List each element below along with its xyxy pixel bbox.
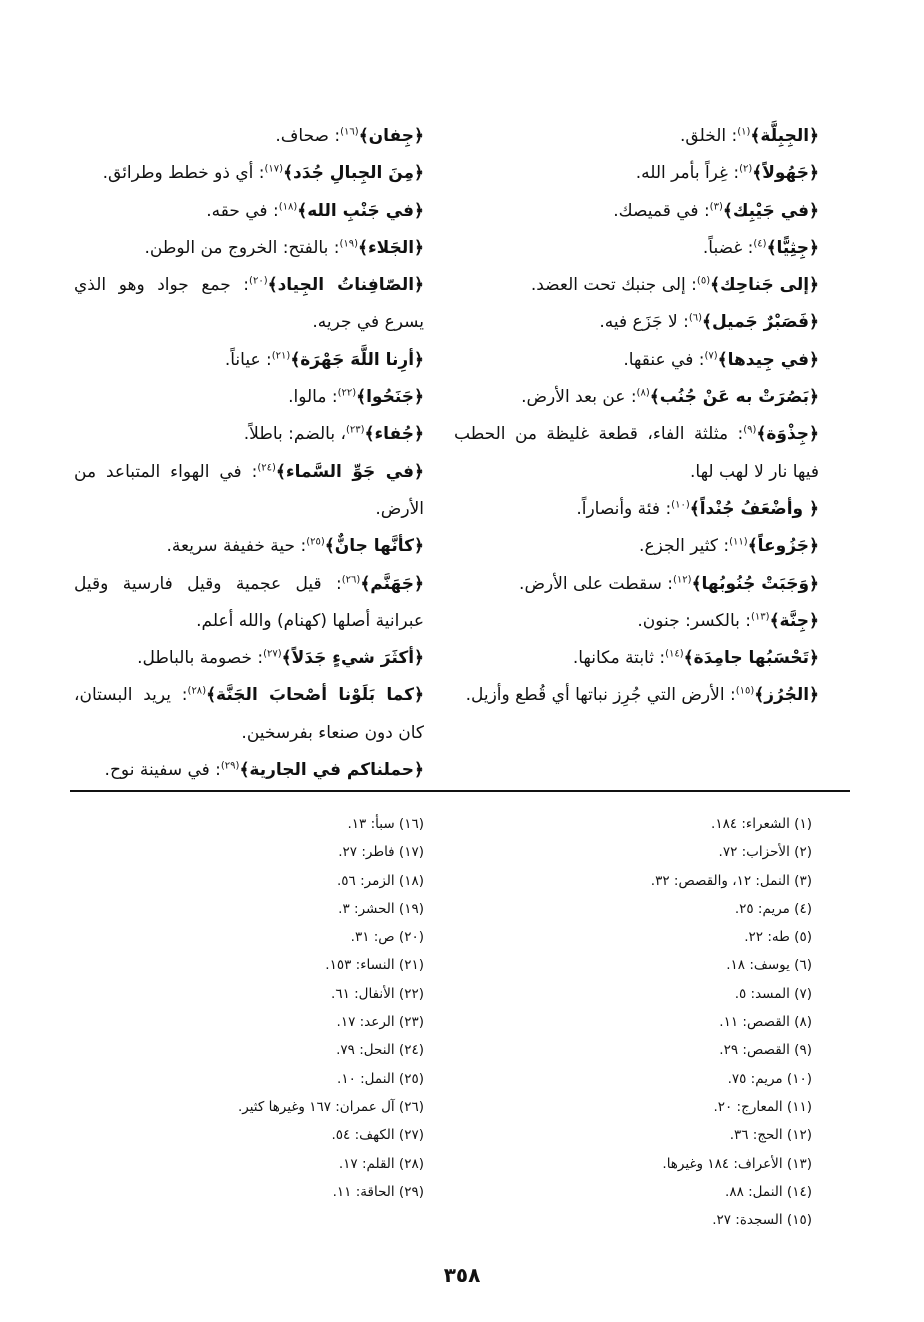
entry-term: ﴿وَجَبَتْ جُنُوبُها﴾ [691, 573, 819, 594]
entry-term: ﴿إلى جَناحِك﴾ [710, 275, 819, 296]
entry-term: ﴿أرِنا اللَّهَ جَهْرَة﴾ [290, 349, 424, 370]
glossary-entry [74, 379, 424, 416]
glossary-entry [74, 416, 424, 453]
entry-term: ﴿جُفاء﴾ [364, 424, 424, 445]
entry-definition: : مثلثة الفاء، قطعة غليظة من الحطب فيها نار لا لهب لها. [454, 424, 819, 482]
footnote-ref: (١٣) [751, 611, 770, 623]
footnote: (٢٢) الأنفال: ٦١. [331, 985, 424, 1002]
footnote: (١٥) السجدة: ٢٧. [712, 1212, 812, 1229]
entry-definition: : جمع جواد وهو الذي يسرع في جريه. [74, 275, 424, 333]
footnote: (١٩) الحشر: ٣. [338, 900, 424, 917]
glossary-entry [74, 454, 424, 529]
glossary-entry [74, 528, 424, 565]
entry-term: ﴿جِفان﴾ [358, 126, 424, 146]
entry-term: ﴿الجُرُز﴾ [754, 685, 819, 706]
entry-definition: : سقطت على الأرض. [519, 573, 673, 594]
entry-definition: : خصومة بالباطل. [137, 648, 264, 669]
glossary-entry [74, 566, 424, 641]
glossary-entry [74, 118, 424, 155]
entry-definition: : في الهواء المتباعد من الأرض. [74, 461, 424, 519]
footnote: (٧) المسد: ٥. [734, 985, 812, 1002]
entry-definition: : كثير الجزع. [639, 536, 730, 557]
glossary-column-left [74, 118, 424, 789]
footnote: (٥) طه: ٢٢. [744, 929, 812, 946]
entry-definition: : غِراً بأمر الله. [635, 163, 740, 184]
footnote: (٨) القصص: ١١. [719, 1014, 812, 1031]
footnote: (٢) الأحزاب: ٧٢. [718, 844, 812, 861]
entry-term: ﴿كأنَّها جانٌّ﴾ [324, 536, 424, 557]
entry-definition: : أي ذو خطط وطرائق. [102, 163, 265, 184]
footnote: (١٣) الأعراف: ١٨٤ وغيرها. [662, 1155, 812, 1172]
glossary-entry [74, 677, 424, 752]
footnote-ref: (١٦) [340, 126, 359, 138]
footnote-ref: (١) [737, 126, 751, 138]
footnote-ref: (٢٩) [220, 760, 240, 772]
entry-definition: : يريد البستان، كان دون صنعاء بفرسخين. [74, 685, 424, 743]
glossary-entry [74, 640, 424, 677]
footnote: (٩) القصص: ٢٩. [719, 1042, 812, 1059]
footnote-ref: (١٤) [665, 648, 684, 660]
footnote: (٢١) النساء: ١٥٣. [325, 957, 424, 974]
footnote-ref: (٩) [743, 424, 757, 436]
entry-term: ﴿جَنَحُوا﴾ [356, 387, 424, 408]
entry-term: ﴿جَهَنَّم﴾ [360, 573, 424, 594]
entry-definition: : فئة وأنصاراً. [576, 498, 672, 519]
entry-term: ﴿فَصَبْرٌ جَميل﴾ [702, 312, 819, 333]
entry-definition: : الأرض التي جُرِز نباتها أي قُطع وأزيل. [465, 685, 736, 706]
glossary-entry [454, 304, 819, 341]
footnote: (١٨) الزمر: ٥٦. [337, 872, 424, 889]
footnote-ref: (٢٥) [306, 536, 325, 548]
glossary-entry [454, 640, 819, 677]
entry-term: ﴿كما بَلَوْنا أصْحابَ الجَنَّة﴾ [206, 685, 424, 706]
entry-definition: : مالوا. [288, 387, 338, 408]
footnote: (٢٤) النحل: ٧٩. [336, 1042, 424, 1059]
entry-definition: : بالكسر: جنون. [637, 610, 751, 631]
footnote-ref: (٢) [739, 163, 753, 175]
glossary-entry [454, 603, 819, 640]
footnote-ref: (٢٦) [341, 573, 361, 585]
entry-definition: : في سفينة نوح. [104, 760, 221, 781]
footnote: (٢٨) القلم: ١٧. [338, 1155, 424, 1172]
entry-definition: ، بالضم: باطلاً. [243, 424, 346, 445]
entry-term: ﴿الصّافِناتُ الجِياد﴾ [267, 275, 425, 296]
entry-definition: : إلى جنبك تحت العضد. [530, 275, 697, 296]
entry-definition: : ثابتة مكانها. [572, 648, 666, 669]
footnote: (١) الشعراء: ١٨٤. [711, 816, 812, 832]
entry-definition: : غضباً. [702, 237, 754, 258]
footnote-ref: (٢٧) [263, 648, 282, 660]
glossary-entry [454, 677, 819, 714]
entry-term: ﴿بَصُرَتْ به عَنْ جُنُب﴾ [649, 387, 819, 408]
footnote: (١٠) مريم: ٧٥. [727, 1070, 812, 1087]
footnote-ref: (٣) [709, 200, 723, 212]
glossary-entry [454, 193, 819, 230]
footnote: (١٦) سبأ: ١٣. [347, 816, 424, 832]
glossary-entry [74, 267, 424, 342]
footnote: (٢٦) آل عمران: ١٦٧ وغيرها كثير. [237, 1098, 424, 1115]
footnote-ref: (٢٤) [257, 462, 276, 474]
glossary-entry [454, 528, 819, 565]
entry-definition: : حية خفيفة سريعة. [166, 536, 307, 557]
entry-definition: : لا جَزَع فيه. [599, 312, 689, 333]
glossary-entry [454, 342, 819, 379]
footnote: (١٢) الحج: ٣٦. [729, 1127, 812, 1144]
footnote-separator [70, 790, 850, 792]
footnote-ref: (١٩) [339, 238, 359, 250]
entry-term: ﴿تَحْسَبُها جامِدَة﴾ [683, 648, 819, 669]
glossary-column-right [454, 118, 819, 715]
entry-definition: : في عنقها. [623, 349, 705, 370]
entry-term: ﴿في جَيْبِك﴾ [722, 200, 819, 221]
glossary-entry [74, 752, 424, 789]
footnote-ref: (١٢) [673, 573, 692, 585]
entry-definition: : عن بعد الأرض. [521, 387, 637, 408]
entry-term: ﴿الجَلاء﴾ [358, 237, 424, 258]
footnote: (٢٣) الرعد: ١٧. [336, 1014, 424, 1031]
entry-term: ﴿في جِيدها﴾ [717, 349, 819, 370]
footnote-ref: (٨) [636, 387, 650, 399]
footnote-ref: (١٧) [264, 163, 284, 175]
footnote-ref: (٤) [753, 238, 767, 250]
footnote: (١١) المعارج: ٢٠. [713, 1098, 812, 1115]
footnote-ref: (٢٠) [249, 275, 268, 287]
entry-definition: : عياناً. [224, 349, 272, 370]
glossary-entry [74, 155, 424, 192]
entry-term: ﴿أكثَرَ شيءٍ جَدَلاً﴾ [281, 648, 424, 669]
entry-definition: : صحاف. [275, 126, 341, 146]
entry-term: ﴿جَهُولاً﴾ [752, 163, 819, 184]
glossary-entry [454, 118, 819, 155]
entry-definition: : قيل عجمية وقيل فارسية وقيل عبرانية أصلها (كهنام) والله أعلم. [74, 573, 424, 631]
entry-definition: : الخلق. [680, 126, 738, 146]
footnote-ref: (٦) [688, 312, 702, 324]
entry-definition: : في حقه. [206, 200, 279, 221]
glossary-entry [74, 230, 424, 267]
entry-term: ﴿جِذْوَة﴾ [756, 424, 819, 445]
glossary-entry [454, 491, 819, 528]
entry-term: ﴿الجِبِلَّة﴾ [750, 126, 819, 146]
entry-term: ﴿في جَنْبِ الله﴾ [297, 200, 424, 221]
footnote: (٦) يوسف: ١٨. [726, 957, 812, 974]
glossary-entry [454, 267, 819, 304]
footnote-ref: (٢٢) [337, 387, 357, 399]
footnote-ref: (٢٣) [345, 424, 365, 436]
footnote-ref: (٥) [696, 275, 711, 287]
footnote-ref: (١٠) [671, 499, 690, 511]
footnotes-column-right [482, 810, 812, 1234]
footnote: (٣) النمل: ١٢، والقصص: ٣٢. [650, 872, 812, 889]
footnote-ref: (١١) [729, 536, 748, 548]
entry-term: ﴿جِثِيًّا﴾ [766, 237, 819, 258]
entry-definition: : في قميصك. [613, 200, 710, 221]
footnote: (١٤) النمل: ٨٨. [725, 1183, 812, 1200]
glossary-entry [74, 342, 424, 379]
footnote-ref: (١٨) [278, 200, 298, 212]
footnote-ref: (٧) [704, 350, 718, 362]
footnote-ref: (٢٨) [187, 685, 207, 697]
entry-term: ﴿في جَوِّ السَّماء﴾ [275, 461, 424, 482]
footnote: (٢٧) الكهف: ٥٤. [331, 1127, 424, 1144]
footnote-ref: (١٥) [735, 685, 755, 697]
footnote: (١٧) فاطر: ٢٧. [338, 844, 424, 861]
entry-definition: : بالفتح: الخروج من الوطن. [144, 237, 340, 258]
footnote: (٤) مريم: ٢٥. [734, 900, 812, 917]
glossary-entry [454, 230, 819, 267]
glossary-entry [454, 416, 819, 491]
footnote: (٢٠) ص: ٣١. [350, 929, 424, 946]
entry-term: ﴿جَزُوعاً﴾ [747, 536, 819, 557]
entry-term: ﴿ وأضْعَفُ جُنْداً﴾ [689, 498, 819, 519]
entry-term: ﴿حملناكم في الجارية﴾ [239, 760, 424, 781]
footnotes-column-left [94, 810, 424, 1206]
footnote-ref: (٢١) [271, 350, 291, 362]
glossary-entry [74, 193, 424, 230]
entry-term: ﴿مِنَ الجِبالِ جُدَد﴾ [283, 163, 424, 184]
glossary-entry [454, 155, 819, 192]
footnote: (٢٥) النمل: ١٠. [337, 1070, 424, 1087]
footnote: (٢٩) الحاقة: ١١. [332, 1183, 424, 1200]
page-number: ٣٥٨ [443, 1263, 481, 1287]
glossary-entry [454, 566, 819, 603]
entry-term: ﴿جِنَّة﴾ [769, 610, 819, 631]
glossary-entry [454, 379, 819, 416]
